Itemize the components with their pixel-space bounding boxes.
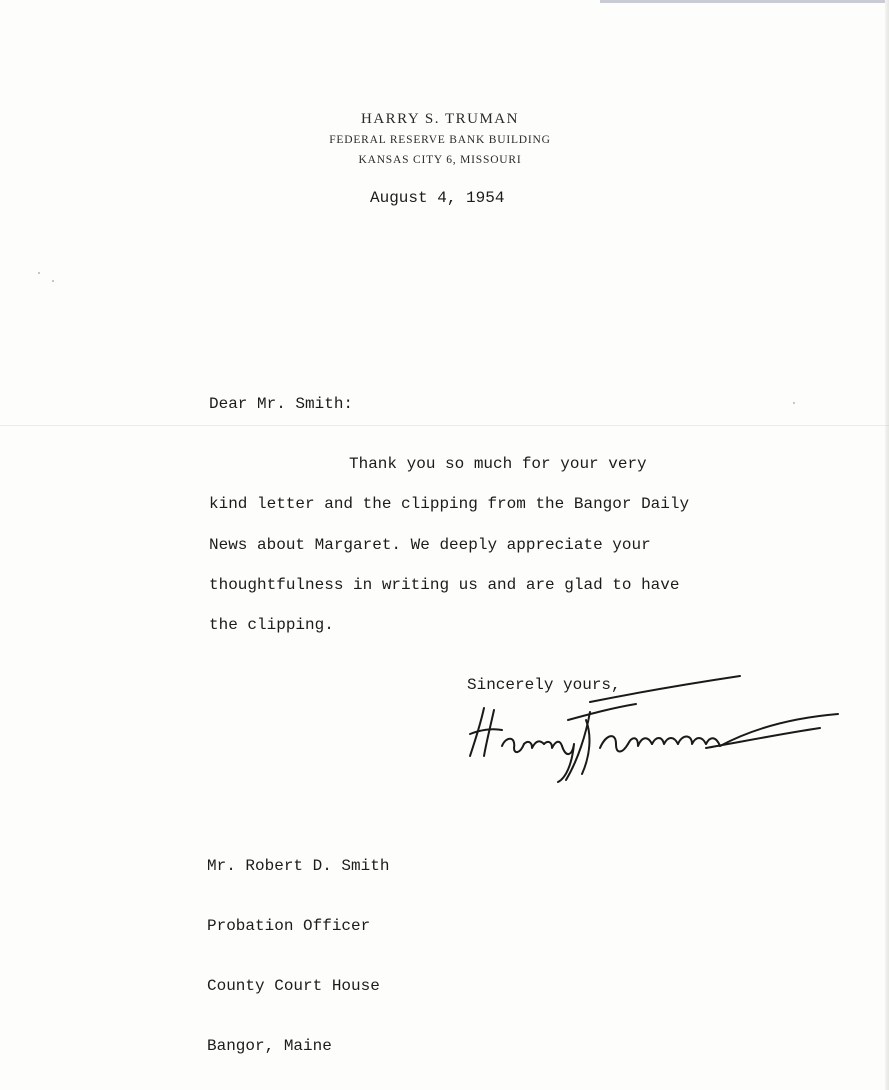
paper-fold-line <box>0 425 889 426</box>
closing: Sincerely yours, <box>467 676 621 694</box>
paper-top-edge <box>600 0 889 3</box>
recipient-name: Mr. Robert D. Smith <box>207 857 390 875</box>
body-line: kind letter and the clipping from the Bangor Daily <box>209 495 690 513</box>
letterhead-city: KANSAS CITY 6, MISSOURI <box>358 154 522 166</box>
recipient-place: County Court House <box>207 977 380 995</box>
body-line: Thank you so much for your very <box>349 455 647 473</box>
letterhead <box>280 108 600 170</box>
body-line: the clipping. <box>209 616 334 634</box>
paper-right-edge <box>885 0 889 1090</box>
recipient-city: Bangor, Maine <box>207 1037 332 1055</box>
paper-speck <box>52 280 54 282</box>
handwritten-signature <box>440 664 860 794</box>
letterhead-name: HARRY S. TRUMAN <box>361 111 519 127</box>
body-line: News about Margaret. We deeply appreciate your <box>209 536 651 554</box>
paper-speck <box>38 272 40 274</box>
letter-date: August 4, 1954 <box>370 189 505 207</box>
recipient-title: Probation Officer <box>207 917 371 935</box>
recipient-address <box>207 816 389 1090</box>
salutation: Dear Mr. Smith: <box>209 395 354 413</box>
paper-speck <box>793 402 795 404</box>
body-line: thoughtfulness in writing us and are glad to have <box>209 576 680 594</box>
letterhead-building: FEDERAL RESERVE BANK BUILDING <box>329 134 551 146</box>
